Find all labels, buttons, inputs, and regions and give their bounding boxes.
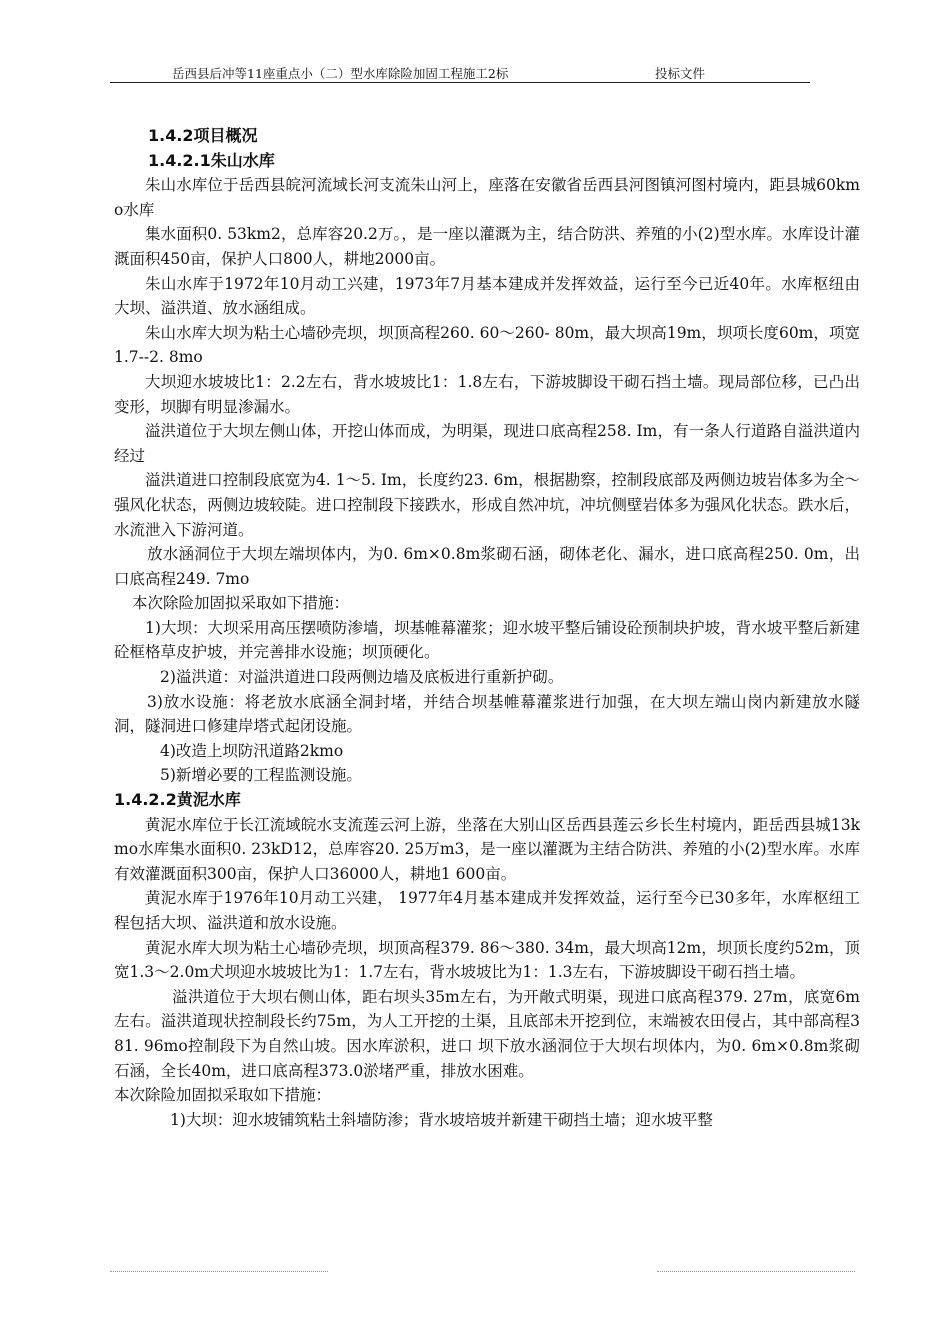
document-body bbox=[114, 124, 860, 1132]
paragraph: 大坝迎水坡坡比1：2.2左右，背水坡坡比1：1.8左右，下游坡脚设干砌石挡土墙。现局部位移，已凸出变形，坝脚有明显渗漏水。 bbox=[114, 372, 860, 416]
paragraph: 黄泥水库大坝为粘土心墙砂壳坝，坝顶高程379. 86～380. 34m，最大坝高12m，坝顶长度约52m，顶宽1.3～2.0m犬坝迎水坡坡比为1：1.7左右，背水坡坡比为1：1.3左右，下游坡脚设干砌石挡土墙。 bbox=[114, 938, 860, 982]
paragraph: 溢洪道位于大坝左侧山体，开挖山体而成，为明渠，现进口底高程258. Im，有一条人行道路自溢洪道内经过 bbox=[114, 422, 860, 465]
paragraph: 本次除险加固拟采取如下措施： bbox=[132, 594, 350, 613]
paragraph: 溢洪道位于大坝右侧山体，距右坝头35m左右，为开敞式明渠，现进口底高程379. 27m，底宽6m左右。溢洪道现状控制段长约75m，为人工开挖的土渠，且底部未开挖到位，末端被农田侵占，其中部高程381. 96mo控制段下为自然山坡。因水库淤积，进口 坝下放水涵洞位于大坝右坝体内，为0. 6m×0.8m浆砌石涵，全长40m，进口底高程373.0淤堵严重，排放水困难。 bbox=[114, 987, 860, 1080]
paragraph: 本次除险加固拟采取如下措施： bbox=[114, 1086, 332, 1105]
paragraph: 放水涵洞位于大坝左端坝体内，为0. 6m×0.8m浆砌石涵，砌体老化、漏水，进口底高程250. 0m，出口底高程249. 7mo bbox=[114, 545, 860, 588]
section-heading: 1.4.2项目概况 bbox=[148, 126, 258, 145]
list-item: 1)大坝：迎水坡铺筑粘土斜墙防渗；背水坡培坡并新建干砌挡土墙；迎水坡平整 bbox=[170, 1110, 713, 1129]
paragraph: 朱山水库位于岳西县皖河流域长河支流朱山河上，座落在安徽省岳西县河图镇河图村境内，距县城60kmo水库 bbox=[114, 176, 860, 219]
footer-rule-right bbox=[657, 1271, 855, 1272]
paragraph: 集水面积0. 53km2，总库容20.2万。，是一座以灌溉为主，结合防洪、养殖的小(2)型水库。水库设计灌溉面积450亩，保护人口800人，耕地2000亩。 bbox=[114, 225, 860, 268]
paragraph: 黄泥水库于1976年10月动工兴建， 1977年4月基本建成并发挥效益，运行至今已30多年，水库枢纽工程包括大坝、溢洪道和放水设施。 bbox=[114, 889, 860, 932]
list-item: 3)放水设施：将老放水底涵全洞封堵，并结合坝基帷幕灌浆进行加强，在大坝左端山岗内新建放水隧洞，隧洞进口修建岸塔式起闭设施。 bbox=[114, 692, 860, 736]
list-item: 1)大坝：大坝采用高压摆喷防渗墙，坝基帷幕灌浆；迎水坡平整后铺设砼预制块护坡，背水坡平整后新建砼框格草皮护坡，并完善排水设施；坝顶硬化。 bbox=[114, 618, 860, 662]
footer-rule-left bbox=[110, 1271, 328, 1272]
subsection-heading: 1.4.2.2黄泥水库 bbox=[114, 790, 241, 810]
list-item: 2)溢洪道：对溢洪道进口段两侧边墙及底板进行重新护砌。 bbox=[160, 668, 564, 687]
subsection-heading: 1.4.2.1朱山水库 bbox=[148, 150, 275, 170]
list-item: 5)新增必要的工程监测设施。 bbox=[160, 766, 362, 785]
paragraph: 溢洪道进口控制段底宽为4. 1～5. Im，长度约23. 6m，根据勘察，控制段底部及两侧边坡岩体多为全～强风化状态，两侧边坡较陡。进口控制段下接跌水，形成自然冲坑，冲坑侧壁岩体多为强风化状态。跌水后，水流泄入下游河道。 bbox=[114, 471, 860, 539]
paragraph: 朱山水库大坝为粘土心墙砂壳坝，坝顶高程260. 60～260- 80m，最大坝高19m，坝项长度60m，项宽1.7--2. 8mo bbox=[114, 323, 860, 367]
paragraph: 朱山水库于1972年10月动工兴建，1973年7月基本建成并发挥效益，运行至今已近40年。水库枢纽由大坝、溢洪道、放水涵组成。 bbox=[114, 274, 860, 318]
list-item: 4)改造上坝防汛道路2kmo bbox=[160, 741, 344, 760]
header-doc-type: 投标文件 bbox=[655, 66, 706, 81]
header-title: 岳西县后冲等11座重点小（二）型水库除险加固工程施工2标 bbox=[172, 66, 509, 81]
page-header bbox=[110, 64, 810, 82]
header-rule bbox=[110, 82, 810, 83]
paragraph: 黄泥水库位于长江流域皖水支流莲云河上游，坐落在大别山区岳西县莲云乡长生村境内，距岳西县城13kmo水库集水面积0. 23kD12，总库容20. 25万m3，是一座以灌溉为主结合防洪、养殖的小(2)型水库。水库有效灌溉面积300亩，保护人口36000人，耕地1 600亩。 bbox=[114, 815, 860, 883]
